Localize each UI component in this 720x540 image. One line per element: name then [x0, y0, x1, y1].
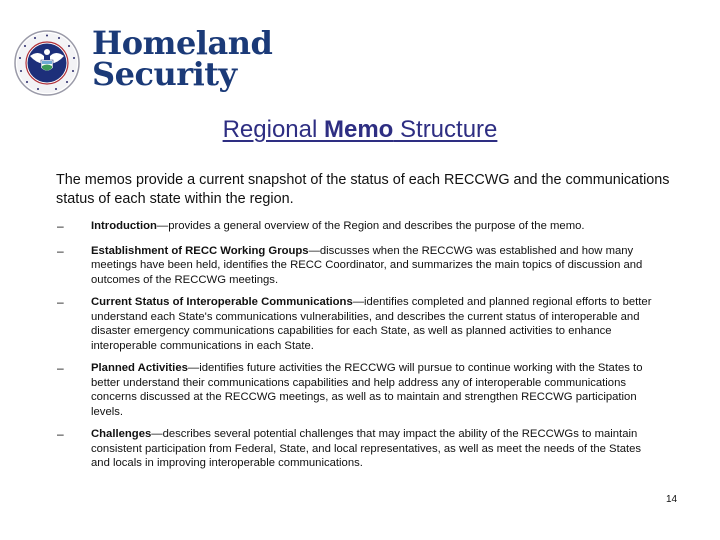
title-part-3: Structure — [393, 116, 498, 143]
bullet-dash: – — [57, 295, 64, 309]
dhs-wordmark — [92, 24, 273, 93]
item-text: —discusses when the RECCWG was established and how many meetings have been held, identifies the RECC Coordinator, and summarizes the main topics of discussion and outcomes of the RECCWG meetings. — [91, 244, 643, 286]
bullet-dash: – — [57, 243, 64, 258]
list-item-establishment — [0, 244, 656, 288]
item-heading: Establishment of RECC Working Groups — [91, 244, 309, 257]
dhs-logo — [14, 24, 273, 98]
bullet-dash: – — [57, 361, 64, 375]
item-text: —identifies completed and planned regional efforts to better understand each State's communications vulnerabilities, and describes the current status of interoperable and disaster emergency communications capabilities for each State, as well as planned activities to enhance interoperable communications in each State. — [91, 296, 652, 352]
item-heading: Challenges — [91, 428, 152, 440]
list-item-planned-activities — [0, 361, 656, 419]
item-heading: Planned Activities — [91, 362, 188, 374]
slide-title — [0, 116, 720, 144]
dhs-seal-icon — [14, 30, 80, 96]
title-part-2: Memo — [324, 116, 394, 143]
list-item-current-status — [0, 295, 656, 353]
list-item-introduction — [0, 219, 656, 234]
item-text: —identifies future activities the RECCWG will pursue to continue working with the States to better understand their communications capabilities and help address any of interoperable communications concerns discussed at the RECCWG meetings, as well as to maintain and strengthen RECCWG participation levels. — [91, 362, 643, 418]
list-item-challenges — [0, 427, 656, 471]
bullet-dash: – — [57, 427, 64, 441]
memo-sections-list — [0, 219, 720, 471]
intro-paragraph: The memos provide a current snapshot of the status of each RECCWG and the communications status of each state within the region. — [56, 172, 670, 207]
bullet-dash: – — [57, 219, 64, 233]
wordmark-line-2: Security — [92, 55, 237, 93]
item-heading: Current Status of Interoperable Communications — [91, 296, 353, 308]
page-number: 14 — [666, 494, 678, 505]
item-text: —describes several potential challenges that may impact the ability of the RECCWGs to maintain consistent participation from Federal, State, and local representatives, as well as meet the needs of the States and locals in improving interoperable communications. — [91, 428, 642, 469]
title-part-1: Regional — [222, 116, 324, 143]
item-text: —provides a general overview of the Region and describes the purpose of the memo. — [156, 220, 585, 232]
wordmark-line-1: Homeland — [92, 24, 273, 62]
item-heading: Introduction — [91, 220, 157, 232]
